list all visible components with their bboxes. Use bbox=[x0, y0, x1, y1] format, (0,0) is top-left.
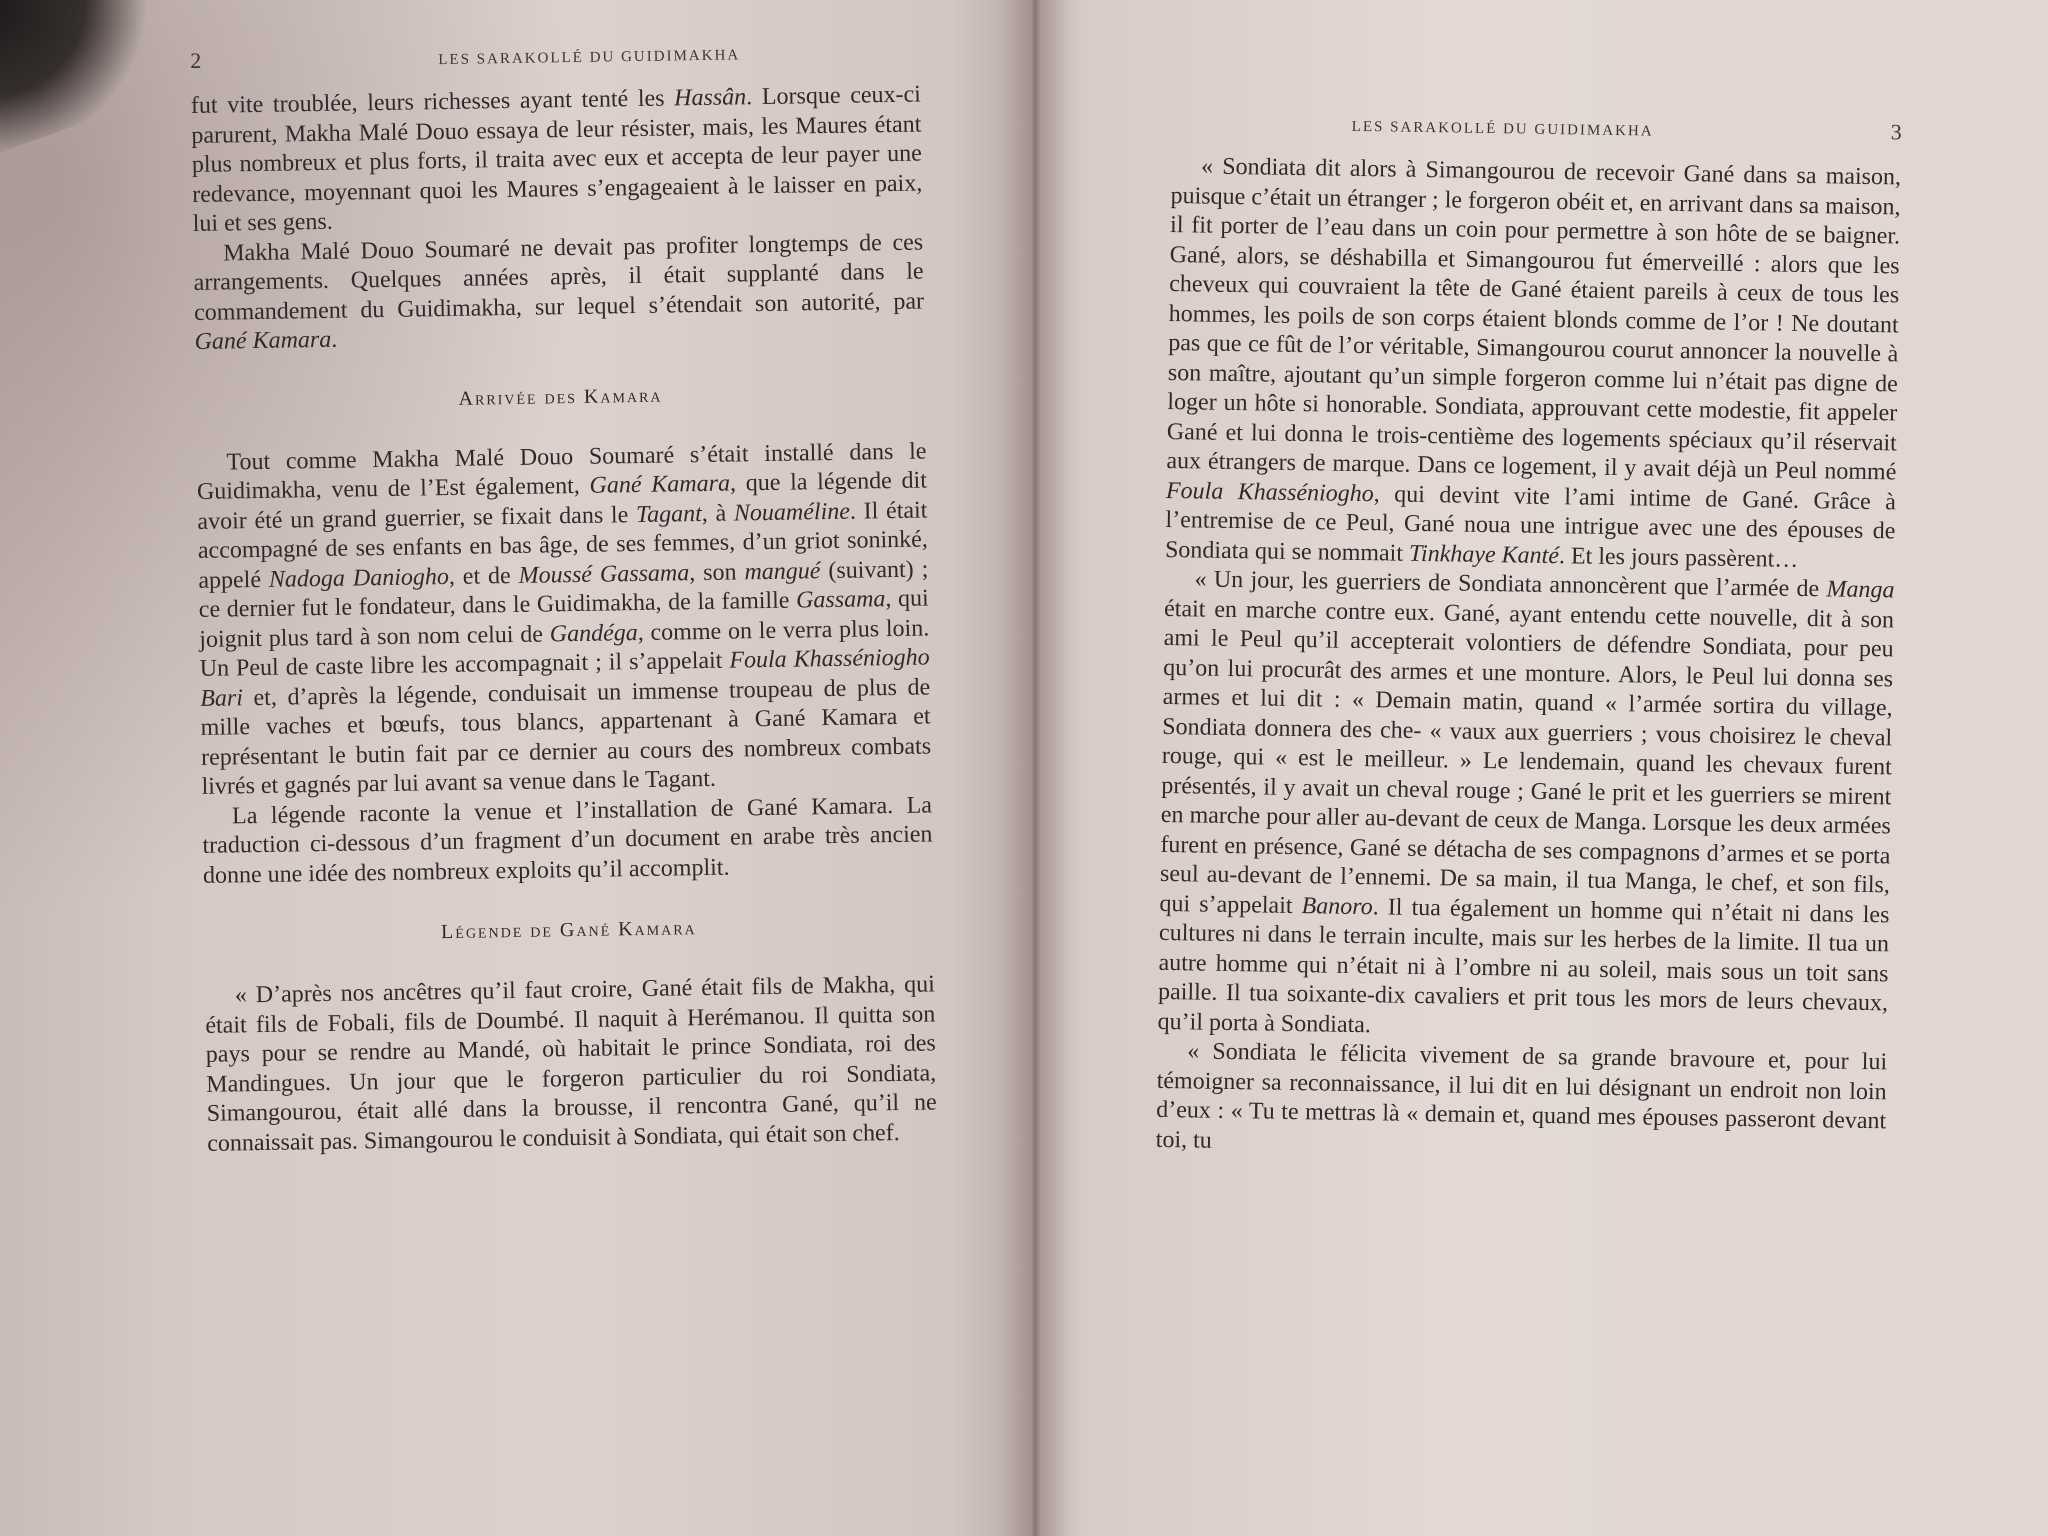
text-run: . Lorsque ceux-ci parurent, Makha Malé Douo essaya de leur résister, mais, les Maures étant plus nombreux et plus forts, il traita avec eux et accepta de leur payer une redevance, moyennant quoi les Maures s’engageaient à le laisser en paix, lui et ses gens. bbox=[191, 81, 923, 237]
italic-run: Gané Kamara bbox=[589, 470, 731, 499]
paragraph-r1 bbox=[1165, 152, 1901, 576]
text-run: , comme on le verra plus loin. Un Peul de caste libre les accompagnait ; il s’appelait bbox=[199, 614, 930, 682]
text-run: , qui joignit plus tard à son nom celui de bbox=[199, 585, 929, 653]
text-run: , et de bbox=[448, 562, 519, 590]
right-text bbox=[1156, 152, 1902, 1166]
paragraph-p2 bbox=[193, 228, 925, 357]
text-run: (suivant) ; ce dernier fut le fondateur, dans le Guidimakha, de la famille bbox=[198, 555, 929, 623]
text-run: « Sondiata le félicita vivement de sa grande bravoure et, pour lui témoigner sa reconnaissance, il lui dit en lui désignant un endroit non loin d’eux : « Tu te mettras là « demain et, quand mes épouses passeront devant toi, tu bbox=[1155, 1038, 1888, 1154]
paragraph-r2 bbox=[1157, 565, 1894, 1048]
right-page bbox=[1032, 0, 2048, 1536]
text-run: . Et les jours passèrent… bbox=[1558, 542, 1799, 573]
text-run: était en marche contre eux. Gané, ayant entendu cette nouvelle, dit à son ami le Peul qu’il accepterait volontiers de défendre Sondiata, pour peu qu’on lui procurât des armes et une monture. Alors, le Peul lui donna ses armes et lui dit : « Demain matin, quand « l’armée sortira du village, Sondiata donnera des che- « vaux aux guerriers ; vous choisirez le cheval rouge, qui « est le meilleur. » Le lendemain, quand les chevaux furent présentés, il y avait un cheval rouge ; Gané le prit et les guerriers se mirent en marche pour aller au-devant de ceux de Manga. Lorsque les deux armées furent en présence, Gané se détacha de ses compagnons d’armes et se porta seul au-devant de l’ennemi. De sa main, il tua Manga, le chef, et son fils, qui s’appelait bbox=[1159, 595, 1895, 919]
italic-run: Foula Khasséniogho bbox=[1165, 477, 1374, 507]
text-run: « Sondiata dit alors à Simangourou de recevoir Gané dans sa maison, puisque c’était un étranger ; le forgeron obéit et, en arrivant dans sa maison, il fit porter de l’eau dans un coin pour permettre à son hôte de se baigner. Gané, alors, se déshabilla et Simangourou fut émerveillé : alors que les cheveux qui couvraient la tête de Gané étaient pareils à ceux de tous les hommes, les poils de son corps étaient blonds comme de l’or ! Ne doutant pas que ce fût de l’or véritable, Simangourou courut annoncer la nouvelle à son maître, ajoutant qu’un simple forgeron comme lui n’était pas digne de loger un hôte si honorable. Sondiata, approuvant cette modestie, fit appeler Gané et lui donna le trois-centième des logements spéciaux qu’il réservait aux étrangers de marque. Dans ce logement, il y avait déjà un Peul nommé bbox=[1166, 153, 1902, 486]
left-page-number: 2 bbox=[190, 47, 202, 73]
italic-run: Moussé Gassama bbox=[518, 559, 690, 589]
italic-run: Tinkhaye Kanté bbox=[1408, 540, 1560, 569]
text-run: Tout comme Makha Malé Douo Soumaré s’était installé dans le Guidimakha, venu de l’Est également, bbox=[196, 437, 927, 505]
text-run: , à bbox=[701, 500, 735, 527]
text-run: et, d’après la légende, conduisait un immense troupeau de plus de mille vaches et bœufs, tous blancs, appartenant à Gané Kamara et représentant le butin fait par ce dernier au cours des nombreux combats livrés et gagnés par lui avant sa venue dans le Tagant. bbox=[200, 673, 932, 800]
left-running-head-title: LES SARAKOLLÉ DU GUIDIMAKHA bbox=[438, 47, 741, 69]
italic-run: Gassama bbox=[795, 586, 886, 614]
text-run: « Un jour, les guerriers de Sondiata annoncèrent que l’armée de bbox=[1194, 566, 1827, 603]
text-run: fut vite troublée, leurs richesses ayant tenté les bbox=[190, 85, 675, 119]
paragraph-r3 bbox=[1156, 1037, 1888, 1166]
italic-run: Banoro bbox=[1301, 892, 1373, 920]
corner-shadow bbox=[0, 0, 178, 160]
paragraph-p3 bbox=[196, 437, 931, 802]
text-run: . Il tua également un homme qui n’était ni dans les cultures ni dans le terrain inculte, mais sur les herbes de la limite. Il tua un autre homme qui n’était ni à l’ombre ni au soleil, mais sous un toit sans paille. Il tua soixante-dix cavaliers et prit tous les mors de leurs chevaux, qu’il porta à Sondiata. bbox=[1157, 893, 1890, 1038]
left-text-top bbox=[191, 81, 925, 358]
right-page-number: 3 bbox=[1890, 119, 1902, 145]
left-running-head bbox=[190, 37, 920, 74]
italic-run: Nadoga Daniogho bbox=[268, 563, 450, 593]
text-run: « D’après nos ancêtres qu’il faut croire, Gané était fils de Makha, qui était fils de Fobali, fils de Doumbé. Il naquit à Herémanou. Il quitta son pays pour se rendre au Mandé, où habitait le prince Sondiata, roi des Mandingues. Un jour que le forgeron particulier du roi Sondiata, Simangourou, était allé dans la brousse, il rencontra Gané, qu’il ne connaissait pas. Simangourou le conduisit à Sondiata, qui était son chef. bbox=[205, 971, 937, 1157]
left-text-middle bbox=[196, 437, 933, 891]
section-title-legende: Légende de Gané Kamara bbox=[440, 917, 697, 944]
right-running-head bbox=[1172, 108, 1902, 145]
italic-run: Gandéga bbox=[549, 619, 638, 647]
section-title-arrivee: Arrivée des Kamara bbox=[458, 384, 663, 410]
italic-run: Foula Khasséniogho Bari bbox=[200, 644, 930, 712]
right-page-content bbox=[1156, 108, 1902, 1166]
italic-run: Tagant bbox=[635, 500, 702, 528]
text-run: , son bbox=[689, 558, 745, 586]
paragraph-p5 bbox=[205, 970, 938, 1158]
italic-run: Manga bbox=[1826, 576, 1895, 604]
text-run: . Il était accompagné de ses enfants en bas âge, de ses femmes, d’un griot soninké, appelé bbox=[197, 496, 929, 594]
italic-run: Gané Kamara bbox=[194, 326, 332, 355]
text-run: . bbox=[331, 326, 338, 353]
italic-run: Nouaméline bbox=[733, 498, 851, 527]
text-run: La légende raconte la venue et l’installation de Gané Kamara. La traduction ci-dessous d’un fragment d’un document en arabe très ancien donne une idée des nombreux exploits qu’il accomplit. bbox=[202, 791, 933, 889]
paragraph-p1 bbox=[191, 81, 923, 240]
text-run: , que la légende dit avoir été un grand guerrier, se fixait dans le bbox=[197, 467, 928, 535]
left-text-bottom bbox=[205, 970, 938, 1158]
italic-run: Hassân bbox=[673, 84, 747, 112]
left-page-content bbox=[190, 37, 937, 1159]
right-running-head-title: LES SARAKOLLÉ DU GUIDIMAKHA bbox=[1351, 118, 1654, 140]
paragraph-p4 bbox=[202, 791, 933, 891]
italic-run: mangué bbox=[744, 557, 821, 585]
text-run: , qui devint vite l’ami intime de Gané. Grâce à l’entremise de ce Peul, Gané noua une intrigue avec une des épouses de Sondiata qui se nommait bbox=[1164, 480, 1897, 567]
text-run: Makha Malé Douo Soumaré ne devait pas profiter longtemps de ces arrangements. Quelques années après, il était supplanté dans le commandement du Guidimakha, sur lequel s’étendait son autorité, par bbox=[193, 229, 925, 326]
